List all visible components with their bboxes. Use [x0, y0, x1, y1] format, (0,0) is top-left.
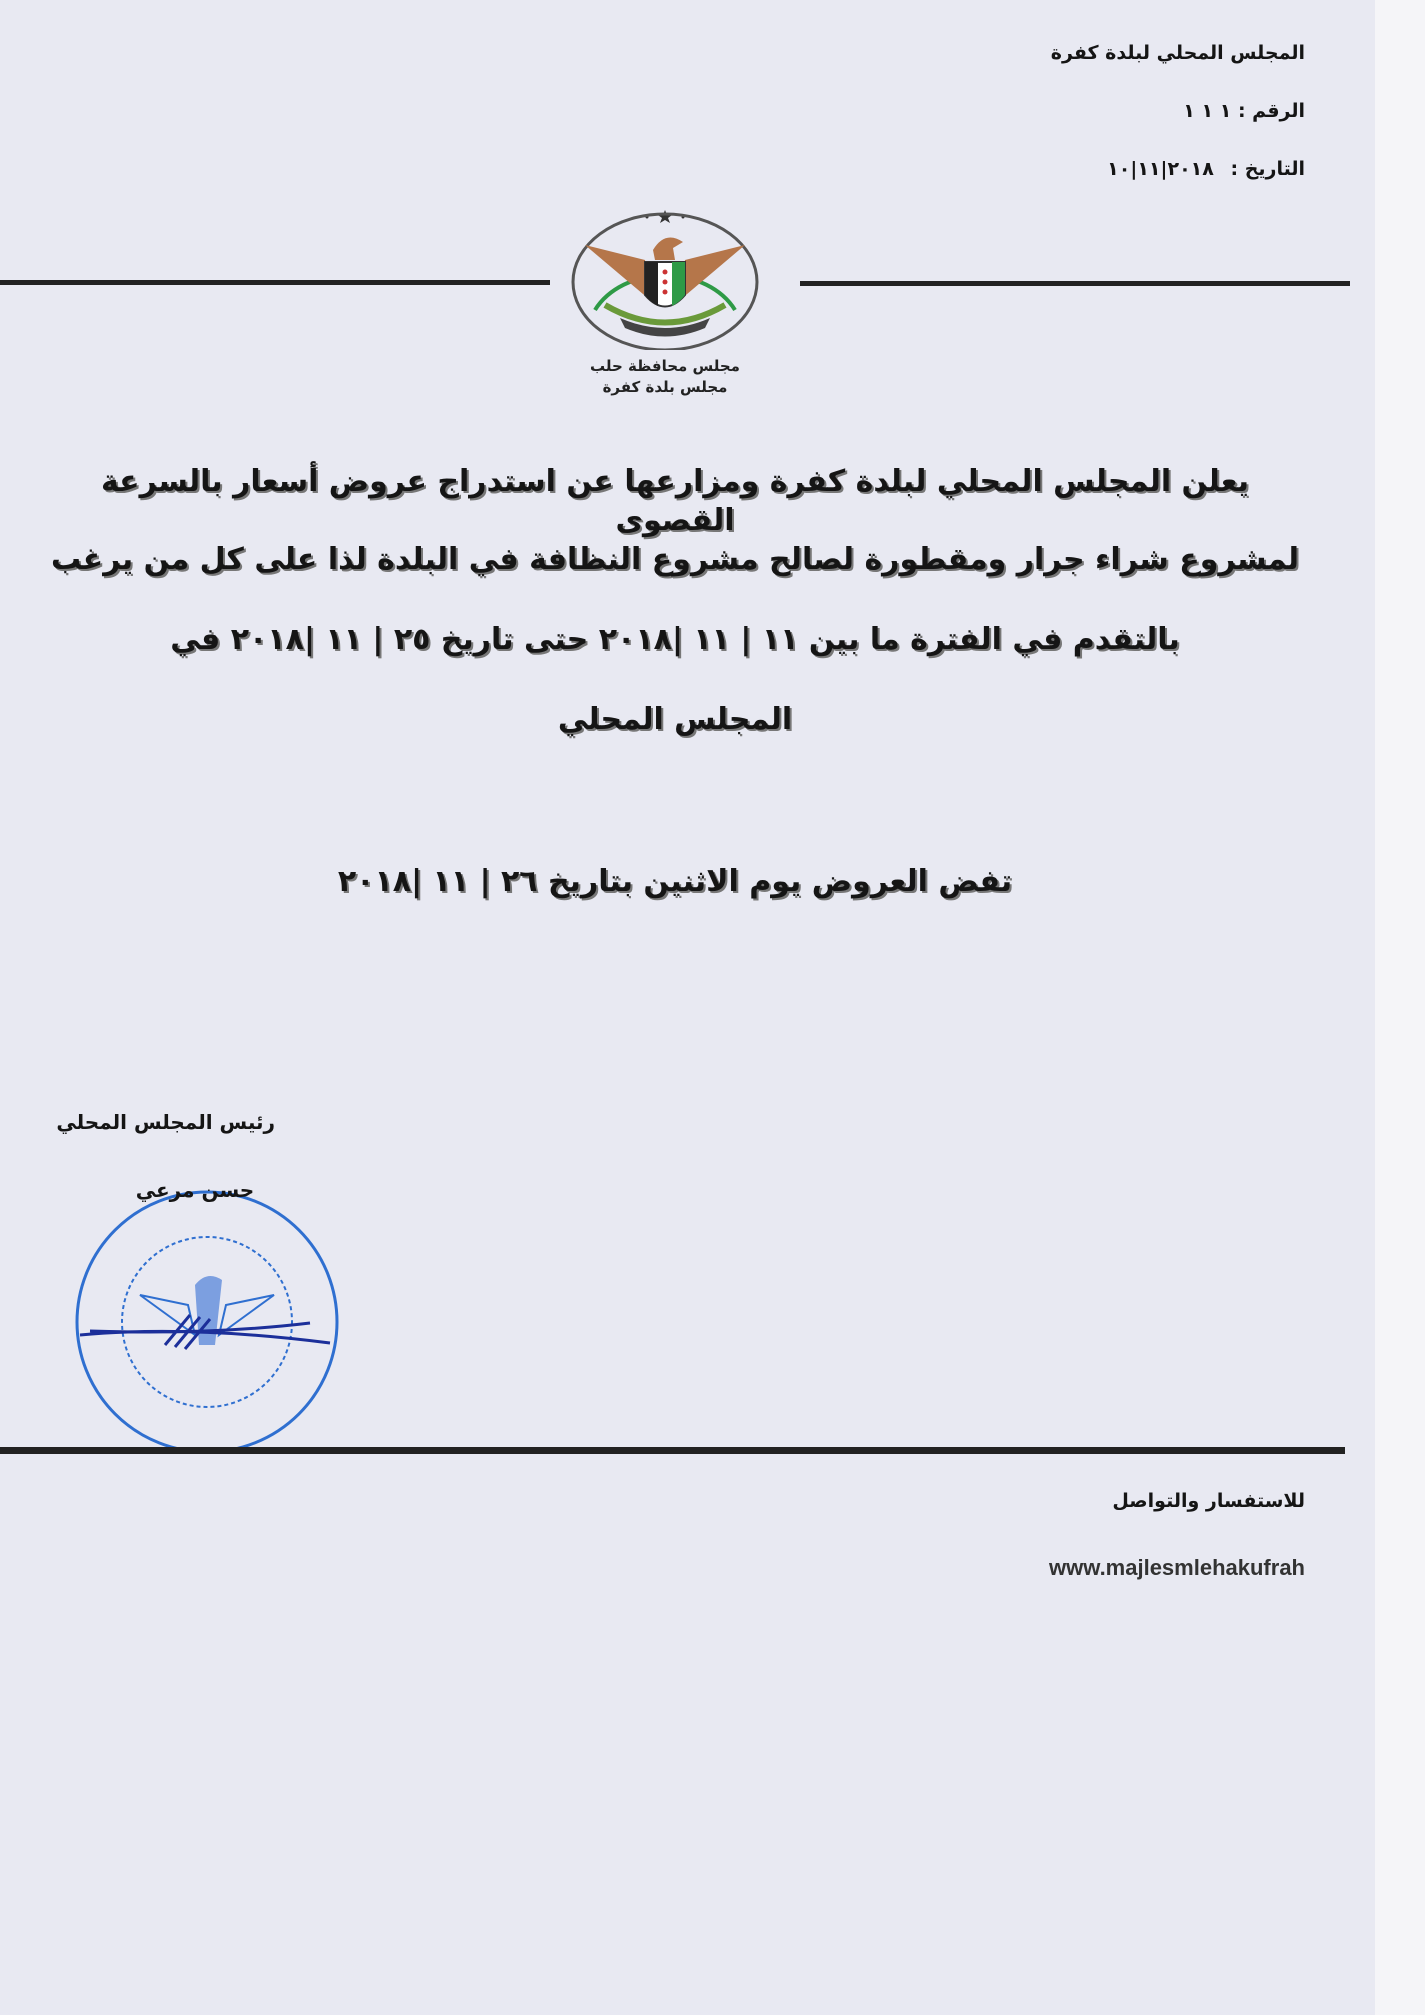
announcement-line-4: المجلس المحلي	[557, 702, 793, 737]
official-stamp	[70, 1185, 345, 1460]
header-organization: المجلس المحلي لبلدة كفرة	[1050, 42, 1305, 64]
signatory-name: حسن مرعي	[135, 1178, 255, 1202]
number-label: الرقم :	[1237, 100, 1305, 122]
number-value: ١ ١ ١	[1183, 100, 1232, 122]
contact-label: للاستفسار والتواصل	[1112, 1490, 1305, 1512]
announcement-line-3: بالتقدم في الفترة ما بين ١١ | ١١ |٢٠١٨ حتى تاريخ ٢٥ | ١١ |٢٠١٨ في	[170, 622, 1180, 657]
logo-line-1: مجلس محافظة حلب	[590, 357, 740, 375]
footer-rule	[0, 1447, 1345, 1454]
header-rule-left	[0, 280, 550, 285]
signatory-title: رئيس المجلس المحلي	[56, 1110, 275, 1134]
announcement-line-2: لمشروع شراء جرار ومقطورة لصالح مشروع النظافة في البلدة لذا على كل من يرغب	[51, 542, 1299, 577]
header-rule-right	[800, 281, 1350, 286]
date-value: ٢٠١٨|١١|١٠	[1107, 158, 1214, 180]
announcement-line-1: يعلن المجلس المحلي لبلدة كفرة ومزارعها عن استدراج عروض أسعار بالسرعة القصوى	[100, 464, 1249, 538]
website-link[interactable]: www.majlesmlehakufrah	[1049, 1555, 1305, 1580]
council-logo-emblem	[565, 200, 765, 350]
page-edge	[1375, 0, 1425, 2015]
logo-line-2: مجلس بلدة كفرة	[602, 378, 728, 396]
header-number	[1183, 100, 1305, 122]
date-label: التاريخ :	[1230, 158, 1305, 180]
opening-date: تفض العروض يوم الاثنين بتاريخ ٢٦ | ١١ |٢٠١٨	[337, 864, 1013, 899]
header-date	[1107, 158, 1305, 180]
